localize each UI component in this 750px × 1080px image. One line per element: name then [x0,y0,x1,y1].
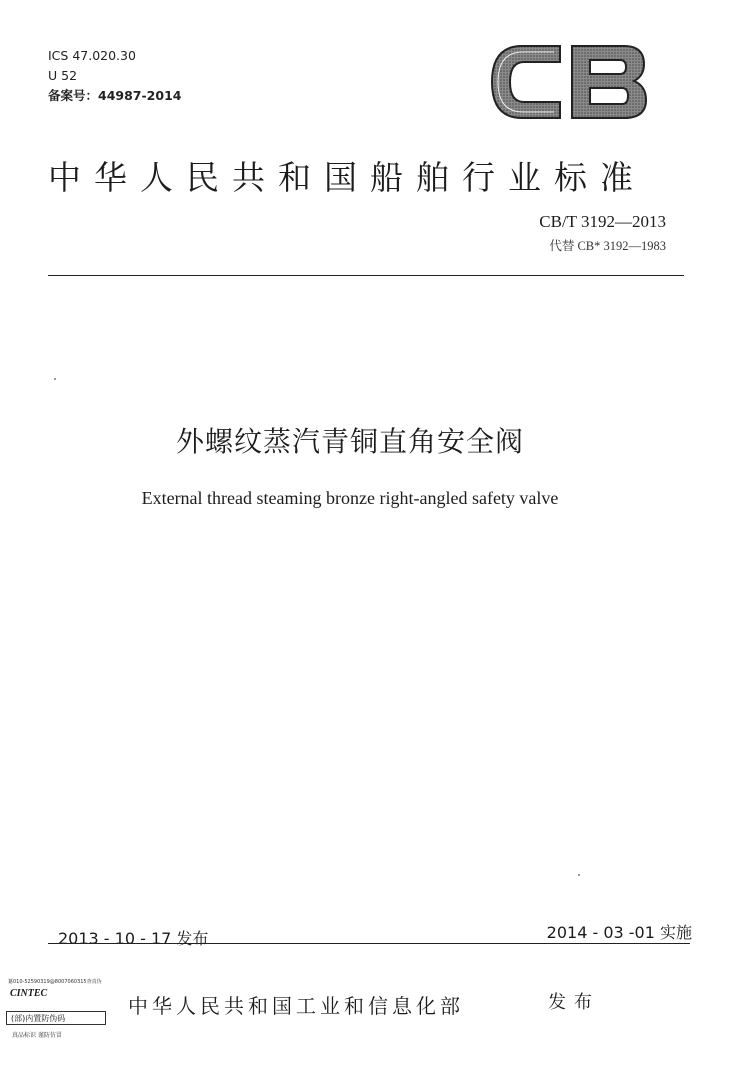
scan-speck [578,874,580,876]
document-title-english: External thread steaming bronze right-angled safety valve [141,488,559,508]
ics-code: ICS 47.020.30 [48,48,136,63]
standard-number: CB/T 3192—2013 [539,212,666,231]
issuing-authority: 中华人民共和国工业和信息化部 [128,994,464,1018]
header-divider [48,275,684,276]
stamp-brand: CINTEC [10,988,48,999]
document-title-chinese: 外螺纹蒸汽青铜直角安全阀 [175,425,524,458]
stamp-note: 真品标识 谨防仿冒 [12,1032,62,1039]
anti-counterfeit-stamp [6,974,110,1038]
filing-number: 备案号：44987-2014 [48,88,182,103]
issue-word: 发布 [548,992,600,1013]
cb-logo [488,40,648,124]
category-code: U 52 [48,68,78,83]
industry-standard-title: 中华人民共和国船舶行业标准 [48,158,646,197]
replaces-standard: 代替 CB* 3192—1983 [549,239,666,253]
publish-date: 2013 - 10 - 17 发布 [58,929,209,948]
stamp-code: 纂010-52590319@8007060315查真伪 [8,979,102,985]
footer-divider [48,943,690,944]
stamp-label: (部)内置防伪码 [6,1011,106,1025]
effective-date: 2014 - 03 -01 实施 [546,923,692,942]
scan-speck [54,378,56,380]
